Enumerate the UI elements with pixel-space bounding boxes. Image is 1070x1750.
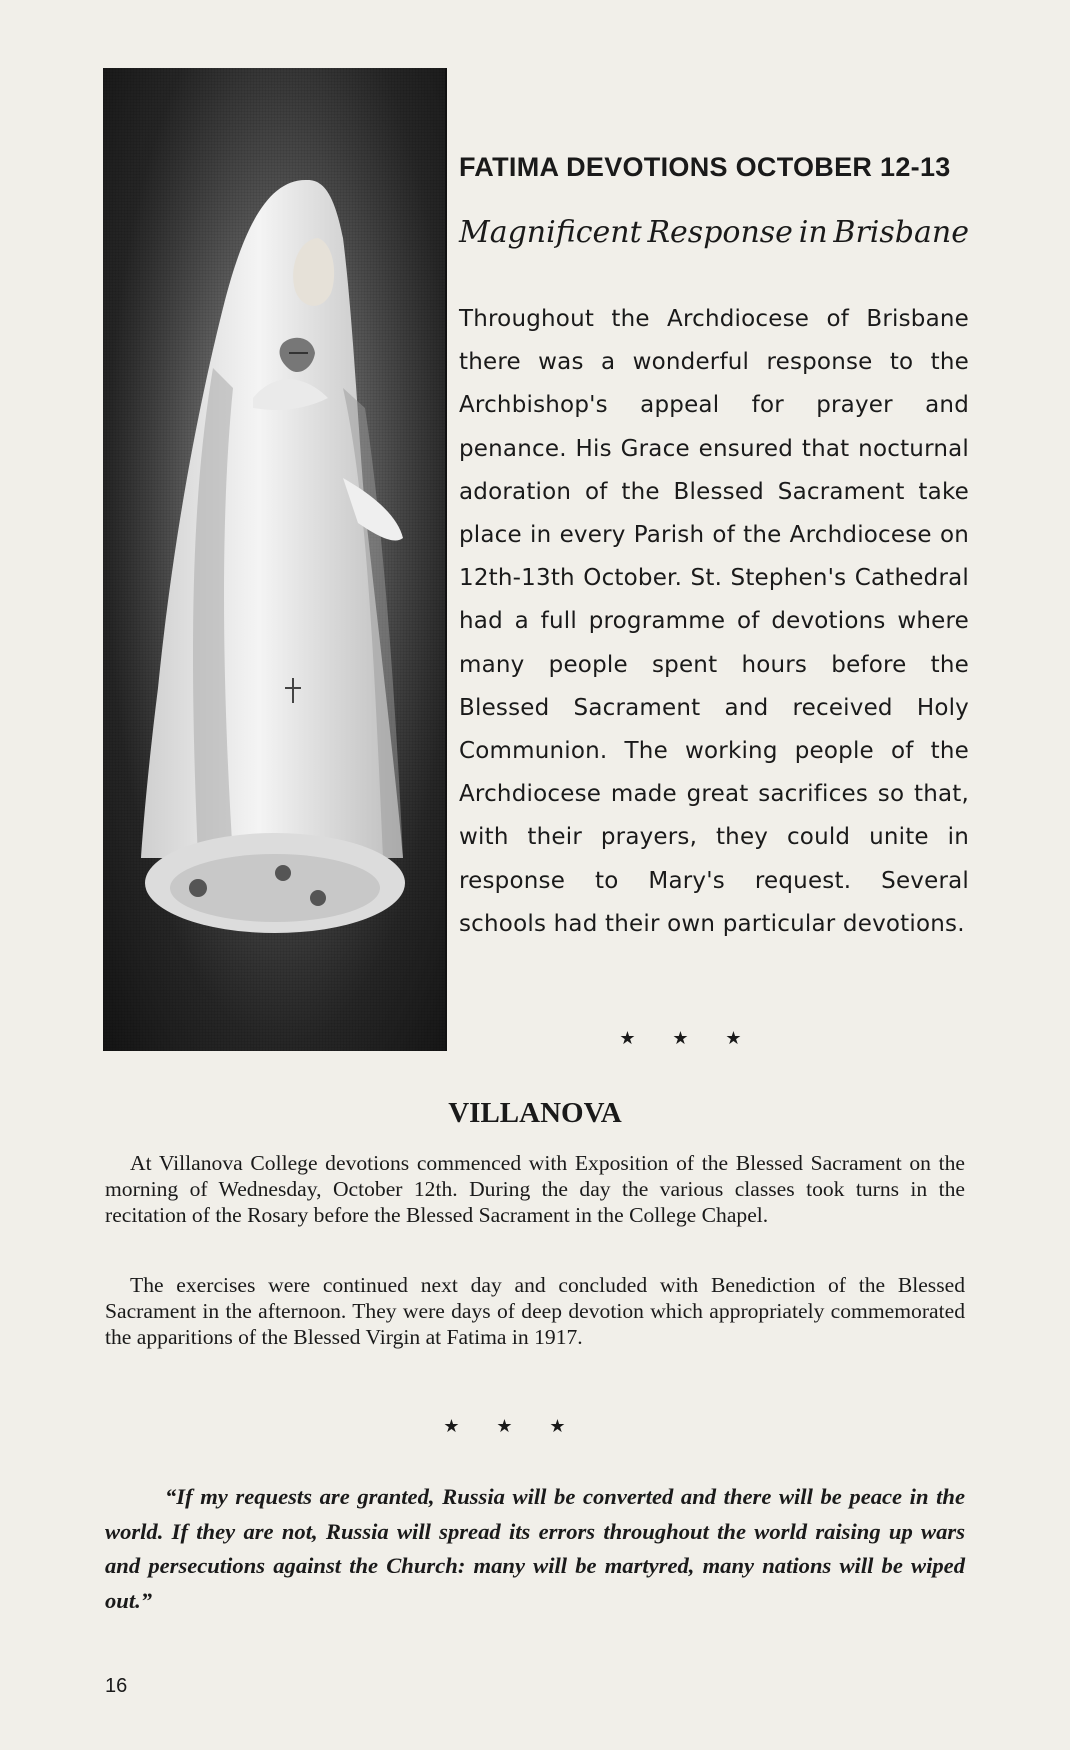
star-divider [601, 1028, 760, 1049]
star-icon: ★ [619, 1028, 636, 1048]
villanova-paragraph-1: At Villanova College devotions commenced with Exposition of the Blessed Sacrament on the morning of Wednesday, October 12th. During the day the various classes took turns in the recitation of the Rosary before the Blessed Sacrament in the College Chapel. [105, 1151, 965, 1228]
fatima-quote: “If my requests are granted, Russia will be converted and there will be peace in the world. If they are not, Russia will spread its errors throughout the world raising up wars and persecutions against the Church: many will be martyred, many nations will be wiped out.” [105, 1484, 965, 1613]
star-icon: ★ [672, 1028, 689, 1048]
page-number: 16 [105, 1675, 128, 1697]
our-lady-of-fatima-statue-photo [103, 68, 447, 1051]
star-icon: ★ [443, 1416, 460, 1436]
star-icon: ★ [549, 1416, 566, 1436]
star-icon: ★ [496, 1416, 513, 1436]
star-icon: ★ [725, 1028, 742, 1048]
intro-paragraph: Throughout the Archdiocese of Brisbane there was a wonderful response to the Archbishop's appeal for prayer and penance. His Grace ensured that nocturnal adoration of the Blessed Sacrament take place in every Parish of the Archdiocese on 12th-13th October. St. Stephen's Cathedral had a full programme of devotions where many people spent hours before the Blessed Sacrament and received Holy Communion. The working people of the Archdiocese made great sacrifices so that, with their prayers, they could unite in response to Mary's request. Several schools had their own particular devotions. [459, 306, 969, 937]
subheading-word: Magnificent [459, 215, 642, 250]
villanova-heading: VILLANOVA [448, 1097, 622, 1129]
article-subheading [459, 215, 969, 250]
subheading-word: Brisbane [833, 215, 969, 250]
subheading-word: Response [647, 215, 793, 250]
article-heading: FATIMA DEVOTIONS OCTOBER 12-13 [459, 152, 951, 182]
star-divider [425, 1416, 584, 1437]
villanova-paragraph-2: The exercises were continued next day and concluded with Benediction of the Blessed Sacrament in the afternoon. They were days of deep devotion which appropriately commemorated the apparitions of the Blessed Virgin at Fatima in 1917. [105, 1273, 965, 1350]
subheading-word: in [798, 215, 828, 250]
